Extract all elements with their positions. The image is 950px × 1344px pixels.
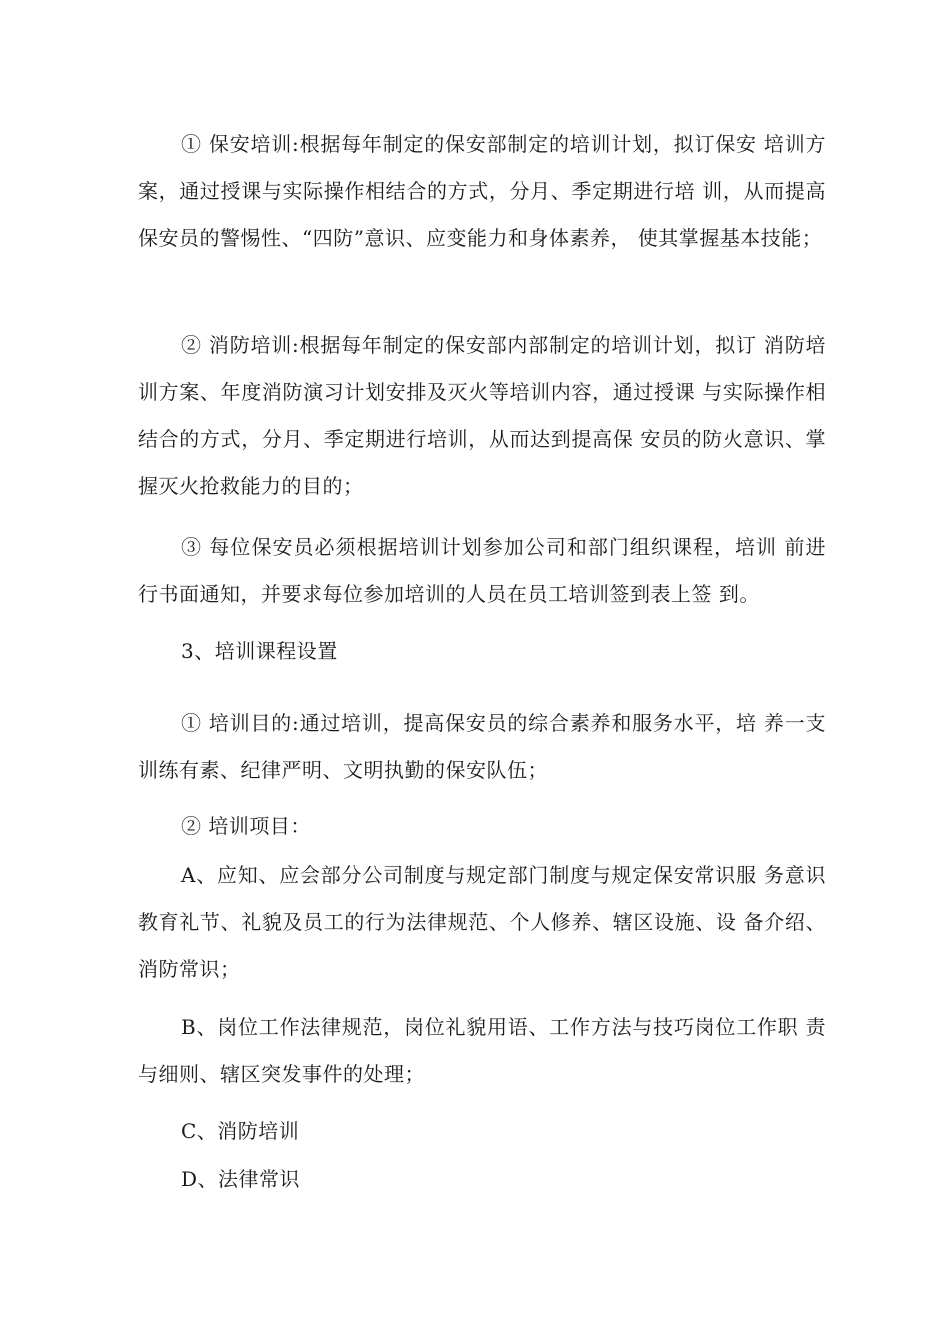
paragraph-fire-training: ② 消防培训:根据每年制定的保安部内部制定的培训计划，拟订 消防培训方案、年度消防演习计划安排及灭火等培训内容，通过授课 与实际操作相结合的方式，分月、季定期进行培训，从而达到提高保 安员的防火意识、掌握灭火抢救能力的目的； bbox=[138, 333, 826, 498]
list-item-a: A、应知、应会部分公司制度与规定部门制度与规定保安常识服 务意识教育礼节、礼貌及员工的行为法律规范、个人修养、辖区设施、设 备介绍、消防常识； bbox=[138, 863, 826, 981]
section-heading-course-setup: 3、培训课程设置 bbox=[181, 639, 338, 663]
paragraph-attendance: ③ 每位保安员必须根据培训计划参加公司和部门组织课程，培训 前进行书面通知，并要求每位参加培训的人员在员工培训签到表上签 到。 bbox=[138, 535, 826, 606]
list-item-d: D、法律常识 bbox=[181, 1167, 301, 1191]
list-item-c: C、消防培训 bbox=[181, 1119, 300, 1143]
list-item-b: B、岗位工作法律规范，岗位礼貌用语、工作方法与技巧岗位工作职 责与细则、辖区突发事件的处理； bbox=[138, 1015, 826, 1086]
paragraph-training-items: ② 培训项目： bbox=[181, 814, 311, 838]
paragraph-training-purpose: ① 培训目的:通过培训，提高保安员的综合素养和服务水平，培 养一支训练有素、纪律严明、文明执勤的保安队伍； bbox=[138, 711, 826, 782]
paragraph-security-training: ① 保安培训:根据每年制定的保安部制定的培训计划，拟订保安 培训方案，通过授课与实际操作相结合的方式，分月、季定期进行培 训，从而提高保安员的警惕性、“四防”意识、应变能力和身体素养， 使其掌握基本技能； bbox=[138, 132, 826, 250]
